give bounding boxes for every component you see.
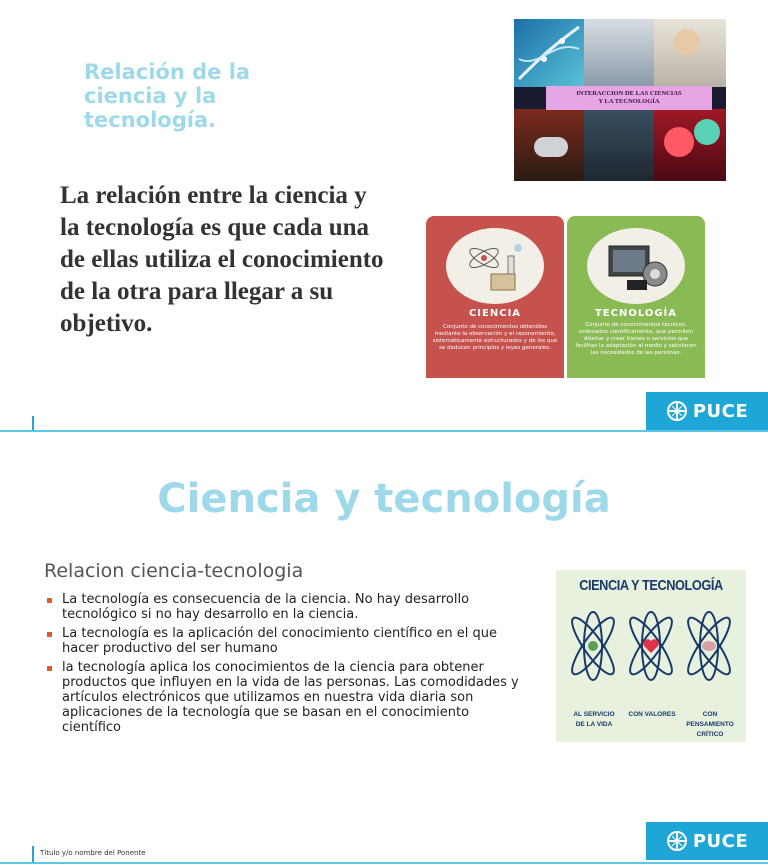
ct-label-pensamiento-critico: [680, 710, 740, 740]
slide1-body-text: La relación entre la ciencia y la tecnología es que cada una de ellas utiliza el conocimiento de la otra para llegar a su objetivo.: [60, 182, 384, 337]
list-item: [44, 660, 524, 735]
brain-atom-icon: [686, 606, 732, 686]
tecnologia-illustration: [587, 228, 685, 304]
collage-caption-line2: Y LA TECNOLOGÍA: [598, 98, 660, 105]
ct-label-line: DE LA VIDA: [575, 721, 613, 728]
bullet-icon: [47, 632, 52, 637]
puce-emblem-icon: [666, 400, 688, 422]
dna-icon: [514, 19, 584, 87]
ciencia-illustration: [446, 228, 544, 304]
slide2-subtitle: Relacion ciencia-tecnologia: [44, 560, 304, 582]
ct-label-line: CON VALORES: [628, 711, 676, 718]
slide-2: [0, 434, 768, 866]
bullet-text: La tecnología es la aplicación del conocimiento científico en el que hacer productivo del ser humano: [62, 626, 498, 656]
collage-caption: [546, 86, 712, 110]
science-technology-collage-image: [514, 19, 726, 181]
ciencia-card-description: Conjunto de conocimientos obtenidos mediante la observación y el razonamiento, sistemáticamente estructurados y de los que se deducen principios y leyes generales.: [432, 324, 558, 351]
bullet-icon: [47, 598, 52, 603]
tecnologia-card: [567, 216, 705, 378]
list-item: [44, 592, 524, 622]
slide2-title: Ciencia y tecnología: [157, 476, 611, 522]
ct-label-con-valores: [622, 710, 682, 720]
footer-presenter-name: Título y/o nombre del Ponente: [40, 849, 146, 857]
slide2-footer-tick: [32, 846, 34, 862]
puce-emblem-icon: [666, 830, 688, 852]
devices-icon: [587, 228, 685, 304]
atom-icon: [446, 228, 544, 304]
bullet-text: La tecnología es consecuencia de la ciencia. No hay desarrollo tecnológico si no hay desarrollo en la ciencia.: [62, 592, 470, 622]
puce-logo: [646, 392, 768, 430]
relacion-ciencia-tecnologia-panel: [44, 560, 524, 805]
relacion-bullet-list: [44, 592, 524, 739]
slide-1: [0, 0, 768, 432]
puce-logo: [646, 822, 768, 860]
heart-atom-icon: [628, 606, 674, 686]
bullet-icon: [47, 666, 52, 671]
puce-logo-text: PUCE: [692, 400, 749, 422]
puce-logo-text: PUCE: [692, 830, 749, 852]
ct-label-al-servicio: [564, 710, 624, 730]
list-item: [44, 626, 524, 656]
slide1-title: Relación de la ciencia y la tecnología.: [84, 60, 251, 132]
ciencia-card-title: CIENCIA: [468, 308, 522, 319]
collage-caption-line1: INTERACCION DE LAS CIENCIAS: [576, 90, 682, 97]
slide2-bottom-divider: [0, 862, 768, 864]
ct-label-line: AL SERVICIO: [573, 711, 615, 718]
bullet-text: la tecnología aplica los conocimientos de la ciencia para obtener productos que influyen en la vida de las personas. Las comodidades y artículos electrónicos que utilizamos en nuestra vida diaria son aplicaciones de la tecnología que se basan en el conocimiento científico: [62, 660, 519, 735]
ct-label-line: CRÍTICO: [696, 731, 724, 738]
tecnologia-card-description: Conjunto de conocimientos técnicos, ordenados científicamente, que permiten diseñar y crear bienes o servicios que facilitan la adaptación al medio y satisfacen las necesidades de las personas.: [575, 322, 697, 356]
ciencia-y-tecnologia-graphic: [556, 570, 746, 742]
ct-label-line: CON PENSAMIENTO: [686, 711, 734, 728]
ct-graphic-title: CIENCIA Y TECNOLOGÍA: [579, 577, 723, 594]
slide1-footer-tick: [32, 416, 34, 430]
slide1-bottom-divider: [0, 430, 768, 432]
atom-icon: [570, 606, 616, 686]
tecnologia-card-title: TECNOLOGÍA: [594, 308, 678, 319]
ciencia-card: [426, 216, 564, 378]
